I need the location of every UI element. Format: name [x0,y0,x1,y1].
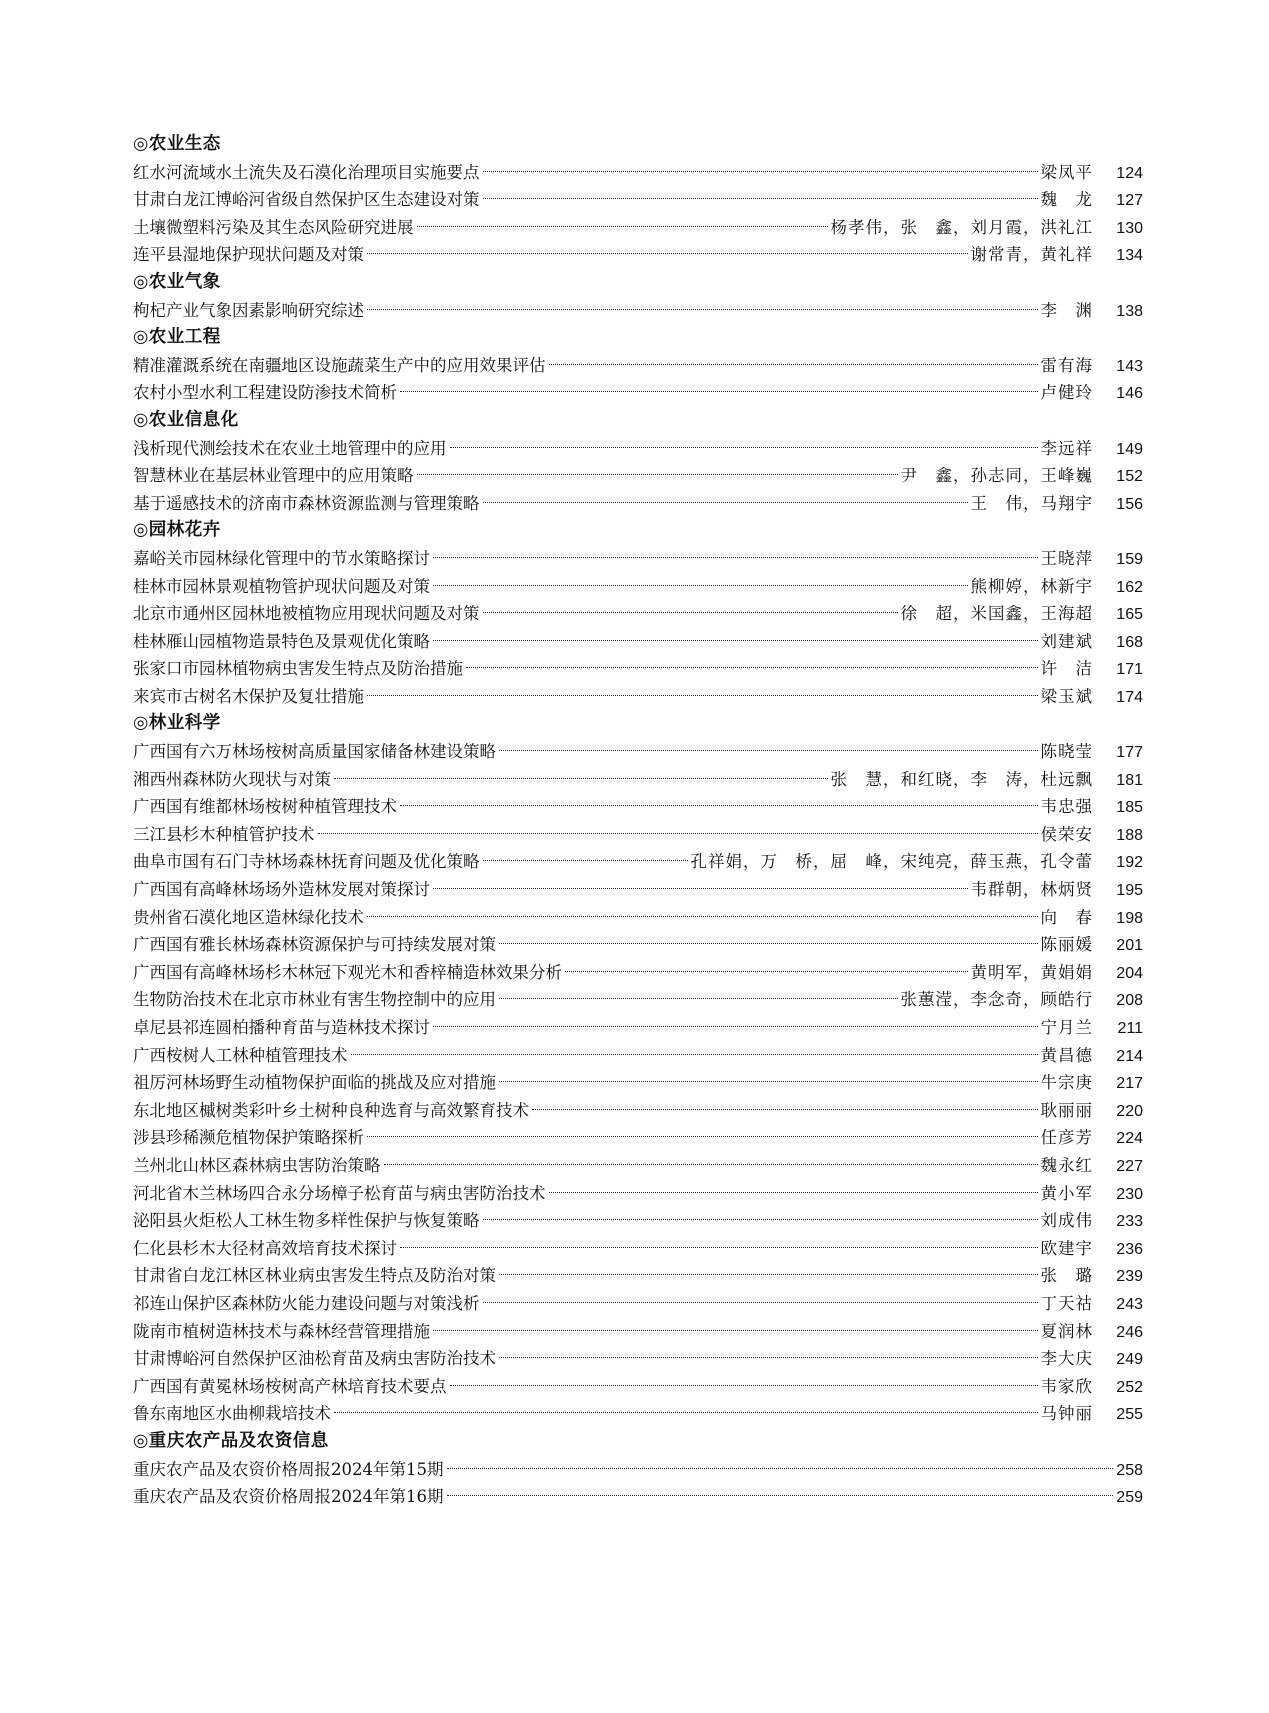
article-authors: 韦忠强 [1040,797,1093,817]
article-title: 河北省木兰林场四合永分场樟子松育苗与病虫害防治技术 [133,1183,546,1203]
article-title: 土壤微塑料污染及其生态风险研究进展 [133,217,414,237]
dot-leader [499,943,1038,944]
article-authors: 刘建斌 [1040,631,1093,651]
article-authors: 侯荣安 [1040,824,1093,844]
dot-leader [483,171,1038,172]
toc-entry[interactable] [133,1180,1143,1208]
toc-entry[interactable] [133,1262,1143,1290]
toc-entry[interactable] [133,738,1143,766]
article-authors: 李远祥 [1040,438,1093,458]
page-number: 214 [1116,1047,1143,1065]
dot-leader [483,1302,1038,1303]
toc-entry[interactable] [133,1235,1143,1263]
page-number: 233 [1116,1213,1143,1231]
toc-entry[interactable] [133,1345,1143,1373]
article-authors: 刘成伟 [1040,1211,1093,1231]
article-authors: 谢常青，黄礼祥 [970,245,1093,265]
dot-leader [367,916,1038,917]
toc-entry[interactable] [133,904,1143,932]
page-number: 217 [1116,1075,1143,1093]
article-title: 涉县珍稀濒危植物保护策略探析 [133,1128,364,1148]
article-authors: 杨孝伟，张 鑫，刘月霞，洪礼江 [830,217,1093,237]
dot-leader [433,1026,1038,1027]
toc-entry[interactable] [133,931,1143,959]
page-number: 208 [1116,992,1143,1010]
article-authors: 尹 鑫，孙志同，王峰巍 [900,466,1093,486]
page-number: 127 [1116,192,1143,210]
article-title: 来宾市古树名木保护及复壮措施 [133,686,364,706]
page-number: 171 [1116,661,1143,679]
toc-entry[interactable] [133,159,1143,187]
article-authors: 宁月兰 [1040,1018,1093,1037]
dot-leader [549,1192,1038,1193]
article-title: 祖厉河林场野生动植物保护面临的挑战及应对措施 [133,1073,496,1093]
page-number: 165 [1116,606,1143,624]
toc-entry[interactable] [133,683,1143,711]
article-authors: 王晓萍 [1040,548,1093,568]
page-number: 211 [1117,1020,1143,1037]
article-title: 生物防治技术在北京市林业有害生物控制中的应用 [133,990,496,1010]
article-title: 重庆农产品及农资价格周报2024年第16期 [133,1487,444,1507]
article-authors: 李大庆 [1040,1349,1093,1369]
dot-leader [433,1330,1038,1331]
article-title: 祁连山保护区森林防火能力建设问题与对策浅析 [133,1293,480,1313]
article-authors: 熊柳婷，林新宇 [970,576,1093,596]
article-authors: 李 渊 [1040,300,1093,320]
toc-entry[interactable] [133,959,1143,987]
article-title: 连平县湿地保护现状问题及对策 [133,245,364,265]
article-title: 甘肃博峪河自然保护区油松育苗及病虫害防治技术 [133,1349,496,1369]
article-title: 甘肃省白龙江林区林业病虫害发生特点及防治对策 [133,1266,496,1286]
article-authors: 陈丽媛 [1040,935,1093,955]
page-number: 249 [1116,1351,1143,1369]
dot-leader [334,1412,1038,1413]
dot-leader [433,585,968,586]
article-title: 枸杞产业气象因素影响研究综述 [133,300,364,320]
toc-entry[interactable] [133,766,1143,794]
toc-entry[interactable] [133,793,1143,821]
article-title: 曲阜市国有石门寺林场森林抚育问题及优化策略 [133,852,480,872]
page-number: 185 [1116,799,1143,817]
toc-entry[interactable] [133,214,1143,242]
page-number: 201 [1116,937,1143,955]
toc-entry[interactable] [133,379,1143,407]
article-authors: 黄小军 [1040,1183,1093,1203]
toc-entry[interactable] [133,1097,1143,1125]
toc-entry[interactable] [133,241,1143,269]
dot-leader [433,640,1038,641]
dot-leader [499,1081,1038,1082]
article-title: 广西桉树人工林种植管理技术 [133,1045,348,1065]
page-number: 149 [1116,440,1143,458]
dot-leader [367,253,968,254]
toc-entry[interactable] [133,1483,1143,1511]
dot-leader [367,695,1038,696]
article-title: 重庆农产品及农资价格周报2024年第15期 [133,1459,444,1479]
toc-entry[interactable] [133,545,1143,573]
dot-leader [483,612,898,613]
toc-entry[interactable] [133,1318,1143,1346]
section-heading: ◎农业工程 [133,327,221,348]
article-title: 嘉峪关市园林绿化管理中的节水策略探讨 [133,548,430,568]
toc-entry[interactable] [133,573,1143,601]
dot-leader [466,667,1038,668]
page-number: 239 [1116,1268,1143,1286]
dot-leader [450,1385,1038,1386]
toc-entry[interactable] [133,435,1143,463]
section-heading: ◎农业气象 [133,271,221,292]
article-title: 广西国有雅长林场森林资源保护与可持续发展对策 [133,935,496,955]
article-title: 广西国有六万林场桉树高质量国家储备林建设策略 [133,742,496,762]
article-title: 卓尼县祁连圆柏播种育苗与造林技术探讨 [133,1018,430,1037]
toc-entry[interactable] [133,1042,1143,1070]
toc-entry[interactable] [133,986,1143,1014]
article-authors: 欧建宇 [1040,1238,1093,1258]
toc-entry[interactable] [133,352,1143,380]
page-number: 236 [1116,1240,1143,1258]
page-number: 227 [1116,1157,1143,1175]
article-title: 智慧林业在基层林业管理中的应用策略 [133,466,414,486]
toc-entry[interactable] [133,876,1143,904]
article-title: 泌阳县火炬松人工林生物多样性保护与恢复策略 [133,1211,480,1231]
page-number: 124 [1116,164,1143,182]
article-title: 东北地区槭树类彩叶乡土树种良种选育与高效繁育技术 [133,1100,529,1120]
dot-leader [483,1219,1038,1220]
dot-leader [450,447,1038,448]
section-heading: ◎农业信息化 [133,409,239,430]
article-authors: 丁天祜 [1040,1293,1093,1313]
article-authors: 张 璐 [1040,1266,1093,1286]
section-heading: ◎园林花卉 [133,520,221,541]
article-authors: 马钟丽 [1040,1404,1093,1424]
page-number: 159 [1116,550,1143,568]
dot-leader [400,805,1038,806]
toc-entry[interactable] [133,462,1143,490]
article-authors: 雷有海 [1040,355,1093,375]
page-number: 130 [1116,219,1143,237]
article-authors: 孔祥娟，万 桥，屈 峰，宋纯亮，薛玉燕，孔令蕾 [690,852,1093,872]
article-title: 鲁东南地区水曲柳栽培技术 [133,1404,331,1424]
article-title: 北京市通州区园林地被植物应用现状问题及对策 [133,604,480,624]
article-authors: 夏润林 [1040,1321,1093,1341]
article-title: 湘西州森林防火现状与对策 [133,769,331,789]
toc-entry[interactable] [133,1456,1143,1484]
dot-leader [367,1136,1038,1137]
article-title: 兰州北山林区森林病虫害防治策略 [133,1155,381,1175]
table-of-contents [133,131,1143,1511]
page-number: 258 [1116,1461,1143,1479]
article-authors: 张 慧，和红晓，李 涛，杜远飘 [830,769,1093,789]
article-title: 甘肃白龙江博峪河省级自然保护区生态建设对策 [133,190,480,210]
dot-leader [499,998,898,999]
toc-entry[interactable] [133,186,1143,214]
dot-leader [433,557,1038,558]
article-authors: 向 春 [1040,907,1093,927]
page-number: 177 [1116,744,1143,762]
article-authors: 魏 龙 [1040,190,1093,210]
page-number: 168 [1116,633,1143,651]
article-title: 广西国有黄冕林场桉树高产林培育技术要点 [133,1376,447,1396]
page-number: 152 [1116,468,1143,486]
article-title: 农村小型水利工程建设防渗技术简析 [133,383,397,403]
article-title: 三江县杉木种植管护技术 [133,824,315,844]
article-title: 桂林雁山园植物造景特色及景观优化策略 [133,631,430,651]
article-authors: 黄明军，黄娟娟 [970,962,1093,982]
page-number: 230 [1116,1185,1143,1203]
dot-leader [549,364,1038,365]
toc-entry[interactable] [133,600,1143,628]
page-number: 146 [1116,385,1143,403]
dot-leader [565,971,968,972]
dot-leader [367,309,1038,310]
page-number: 188 [1116,826,1143,844]
article-title: 广西国有高峰林场场外造林发展对策探讨 [133,880,430,900]
dot-leader [318,833,1038,834]
dot-leader [447,1468,1114,1469]
dot-leader [400,391,1038,392]
section-heading: ◎农业生态 [133,134,221,154]
article-authors: 黄昌德 [1040,1045,1093,1065]
toc-entry[interactable] [133,1290,1143,1318]
article-authors: 卢健玲 [1040,383,1093,403]
article-authors: 魏永红 [1040,1155,1093,1175]
dot-leader [483,860,688,861]
section-heading: ◎林业科学 [133,713,221,734]
dot-leader [499,1274,1038,1275]
page-number: 138 [1116,302,1143,320]
toc-entry[interactable] [133,848,1143,876]
dot-leader [433,888,968,889]
article-title: 陇南市植树造林技术与森林经营管理措施 [133,1321,430,1341]
toc-entry[interactable] [133,1373,1143,1401]
page-number: 181 [1116,771,1143,789]
dot-leader [351,1054,1038,1055]
toc-entry[interactable] [133,821,1143,849]
article-authors: 韦群朝，林炳贤 [970,880,1093,900]
article-title: 广西国有高峰林场杉木林冠下观光木和香梓楠造林效果分析 [133,962,562,982]
article-authors: 梁玉斌 [1040,686,1093,706]
toc-entry[interactable] [133,655,1143,683]
dot-leader [417,226,828,227]
page-number: 174 [1116,688,1143,706]
toc-entry[interactable] [133,1069,1143,1097]
toc-entry[interactable] [133,297,1143,325]
page-number: 259 [1116,1489,1143,1507]
article-title: 红水河流域水土流失及石漠化治理项目实施要点 [133,162,480,182]
article-title: 张家口市园林植物病虫害发生特点及防治措施 [133,659,463,679]
article-authors: 徐 超，米国鑫，王海超 [900,604,1093,624]
article-title: 仁化县杉木大径材高效培育技术探讨 [133,1238,397,1258]
article-title: 精准灌溉系统在南疆地区设施蔬菜生产中的应用效果评估 [133,355,546,375]
dot-leader [400,1247,1038,1248]
dot-leader [499,1357,1038,1358]
page-number: 252 [1116,1378,1143,1396]
page-number: 143 [1116,357,1143,375]
toc-entry[interactable] [133,1400,1143,1428]
article-authors: 韦家欣 [1040,1376,1093,1396]
article-title: 浅析现代测绘技术在农业土地管理中的应用 [133,438,447,458]
article-authors: 耿丽丽 [1040,1100,1093,1120]
page-number: 224 [1116,1130,1143,1148]
dot-leader [417,474,898,475]
toc-entry[interactable] [133,490,1143,518]
toc-entry[interactable] [133,1014,1143,1042]
section-heading: ◎重庆农产品及农资信息 [133,1430,329,1451]
page-number: 243 [1116,1295,1143,1313]
article-authors: 许 洁 [1040,659,1093,679]
toc-entry[interactable] [133,1152,1143,1180]
toc-entry[interactable] [133,628,1143,656]
dot-leader [447,1495,1114,1496]
article-authors: 张蕙滢，李念奇，顾皓行 [900,990,1093,1010]
dot-leader [499,750,1038,751]
page-number: 134 [1116,247,1143,265]
page-number: 220 [1116,1102,1143,1120]
dot-leader [483,198,1038,199]
page-number: 156 [1116,495,1143,513]
page-number: 246 [1116,1323,1143,1341]
dot-leader [483,502,968,503]
article-title: 广西国有维都林场桉树种植管理技术 [133,797,397,817]
article-title: 贵州省石漠化地区造林绿化技术 [133,907,364,927]
dot-leader [532,1109,1038,1110]
page-number: 162 [1116,578,1143,596]
page-number: 198 [1116,909,1143,927]
article-authors: 陈晓莹 [1040,742,1093,762]
toc-entry[interactable] [133,1207,1143,1235]
article-authors: 梁凤平 [1040,162,1093,182]
page-number: 255 [1116,1406,1143,1424]
article-title: 基于遥感技术的济南市森林资源监测与管理策略 [133,493,480,513]
page-number: 204 [1116,964,1143,982]
page-number: 192 [1116,854,1143,872]
dot-leader [334,778,828,779]
dot-leader [384,1164,1038,1165]
toc-entry[interactable] [133,1124,1143,1152]
article-authors: 任彦芳 [1040,1128,1093,1148]
article-title: 桂林市园林景观植物管护现状问题及对策 [133,576,430,596]
page-number: 195 [1116,882,1143,900]
article-authors: 王 伟，马翔宇 [970,493,1093,513]
article-authors: 牛宗庚 [1040,1073,1093,1093]
